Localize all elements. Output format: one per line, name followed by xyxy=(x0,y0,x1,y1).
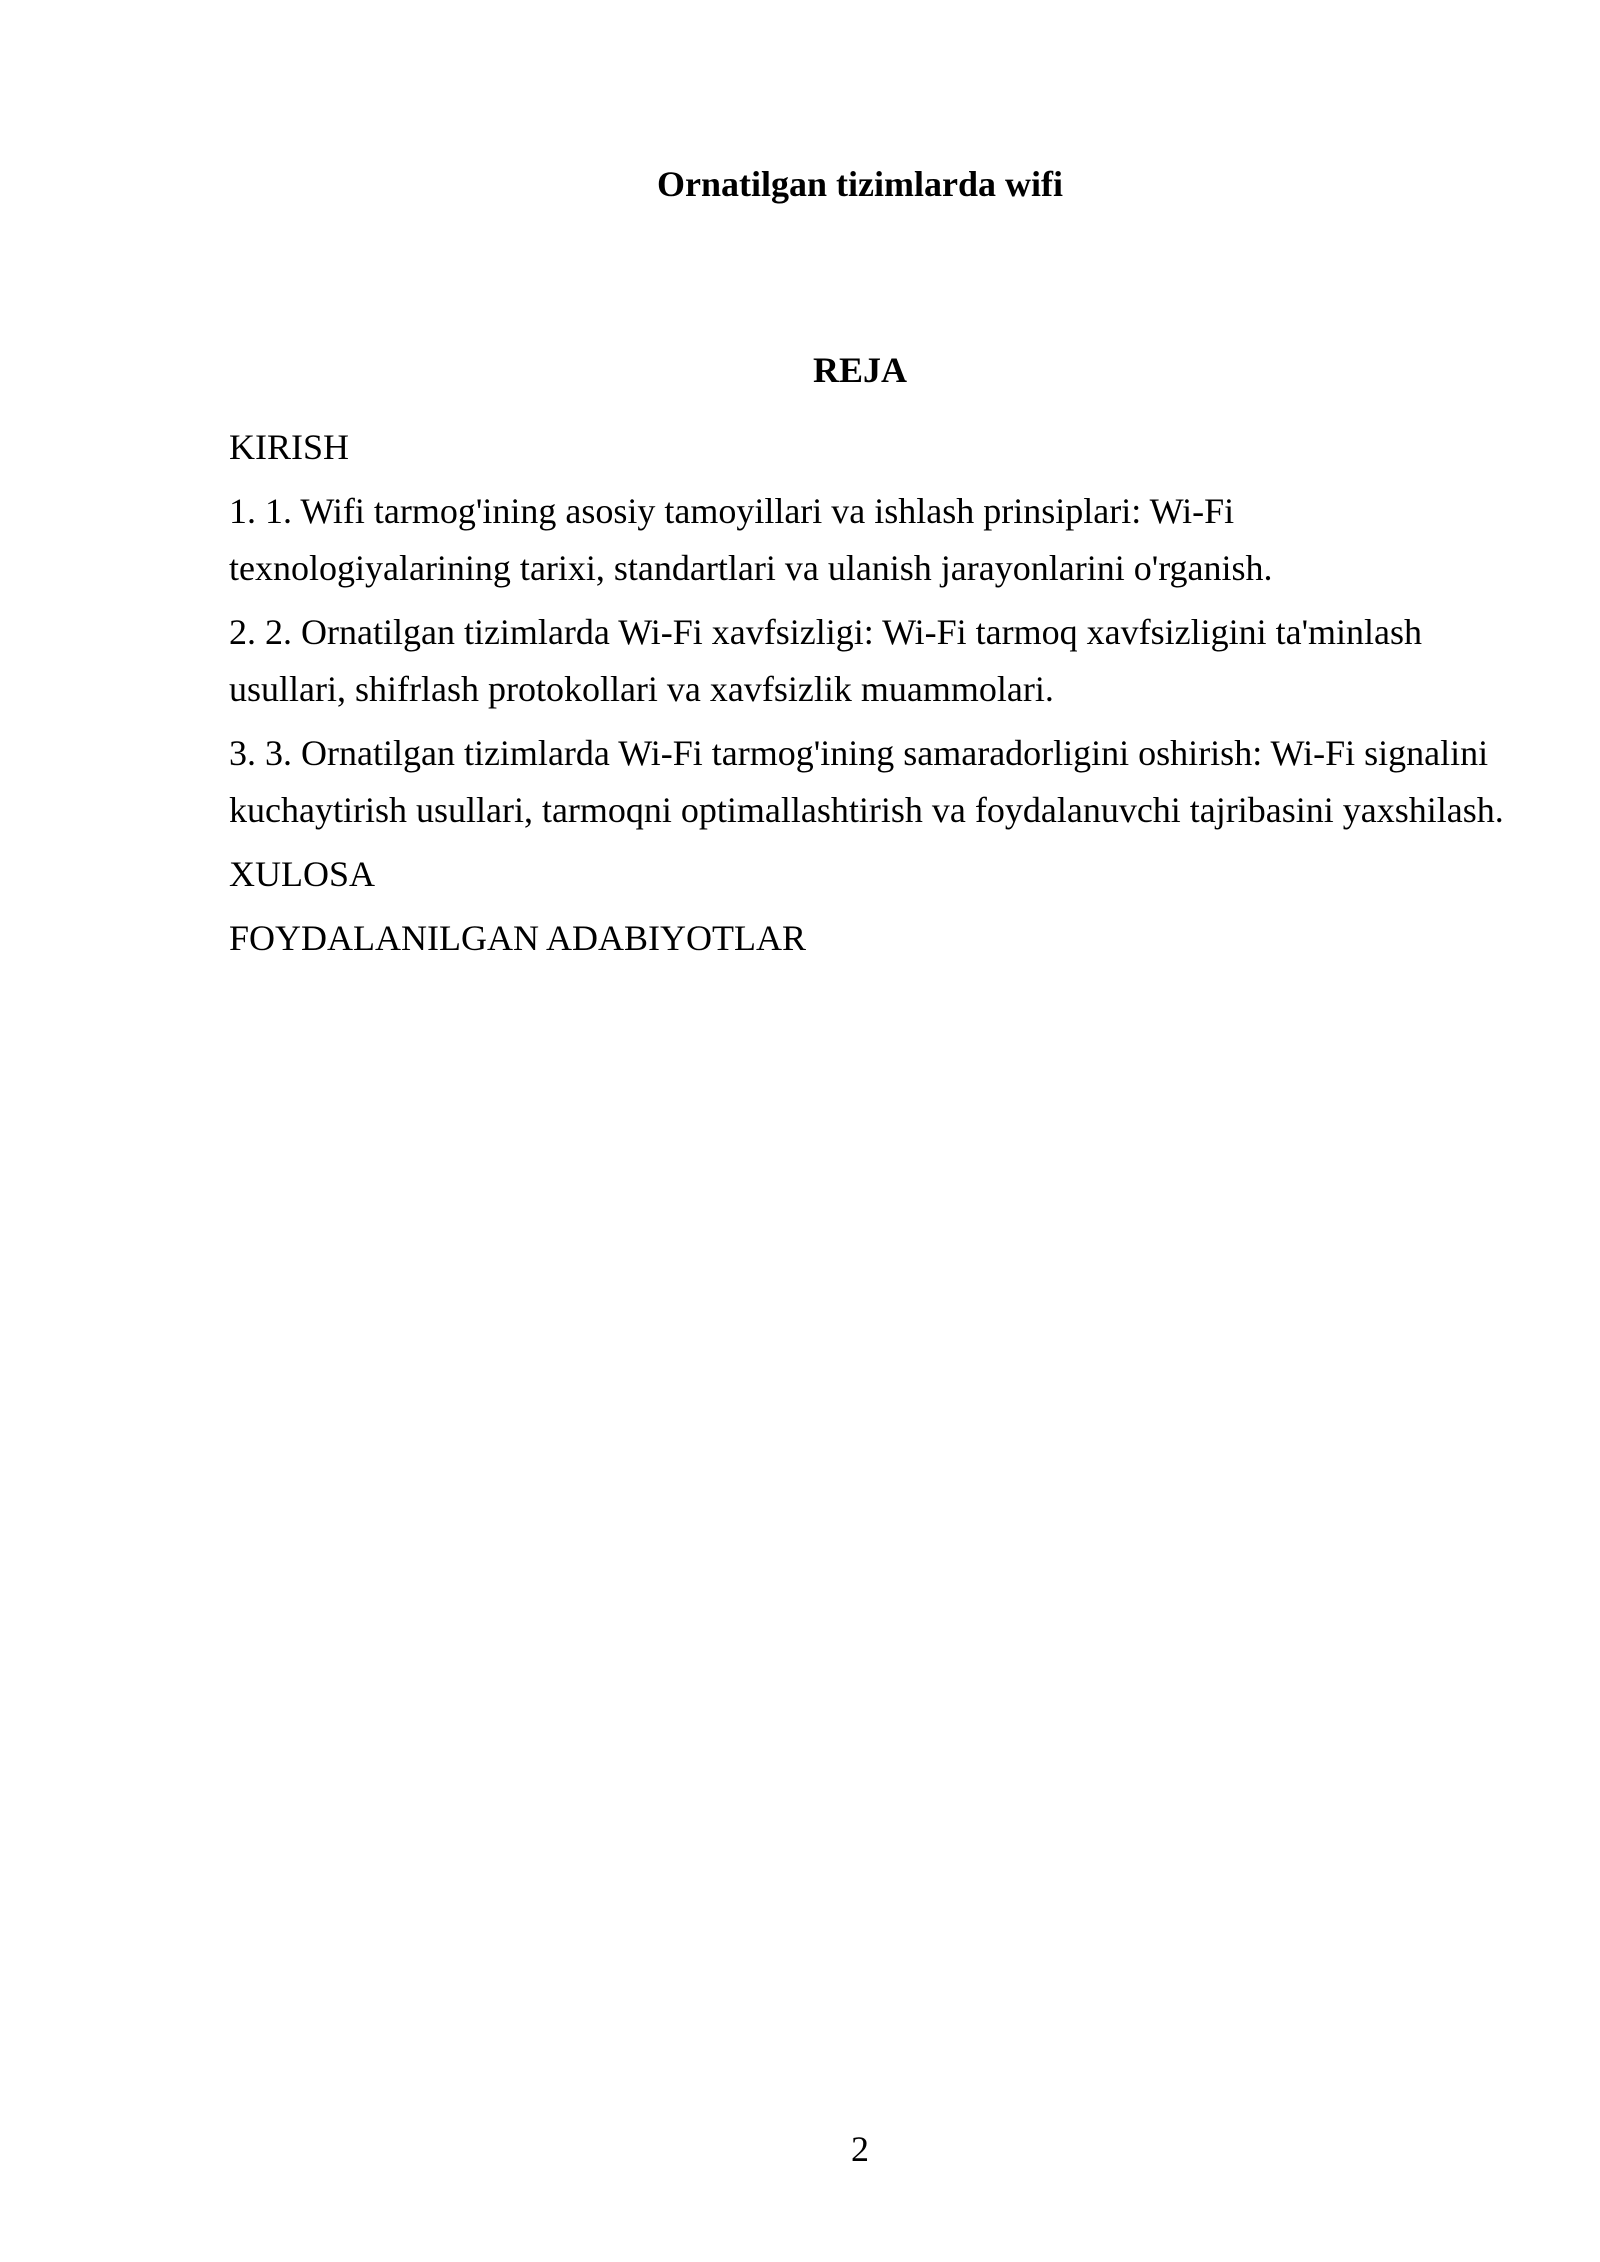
plan-item-conclusion: XULOSA xyxy=(229,854,376,894)
plan-item-references: FOYDALANILGAN ADABIYOTLAR xyxy=(229,918,806,958)
plan-item-chapter-2: 2. 2. Ornatilgan tizimlarda Wi-Fi xavfsizligi: Wi-Fi tarmoq xavfsizligini ta'minlash usullari, shifrlash protokollari va xavfsizlik muammolari. xyxy=(229,612,1423,709)
plan-item-chapter-1: 1. 1. Wifi tarmog'ining asosiy tamoyillari va ishlash prinsiplari: Wi-Fi texnologiyalarining tarixi, standartlari va ulanish jarayonlarini o'rganish. xyxy=(229,491,1273,588)
plan-item-chapter-3: 3. 3. Ornatilgan tizimlarda Wi-Fi tarmog'ining samaradorligini oshirish: Wi-Fi signalini kuchaytirish usullari, tarmoqni optimallashtirish va foydalanuvchi tajribasini yaxshilash. xyxy=(229,733,1504,830)
document-title: Ornatilgan tizimlarda wifi xyxy=(657,164,1063,204)
plan-heading: REJA xyxy=(812,350,907,390)
plan-item-introduction: KIRISH xyxy=(229,427,350,467)
page-number: 2 xyxy=(851,2129,869,2169)
plan-list xyxy=(229,419,1519,974)
